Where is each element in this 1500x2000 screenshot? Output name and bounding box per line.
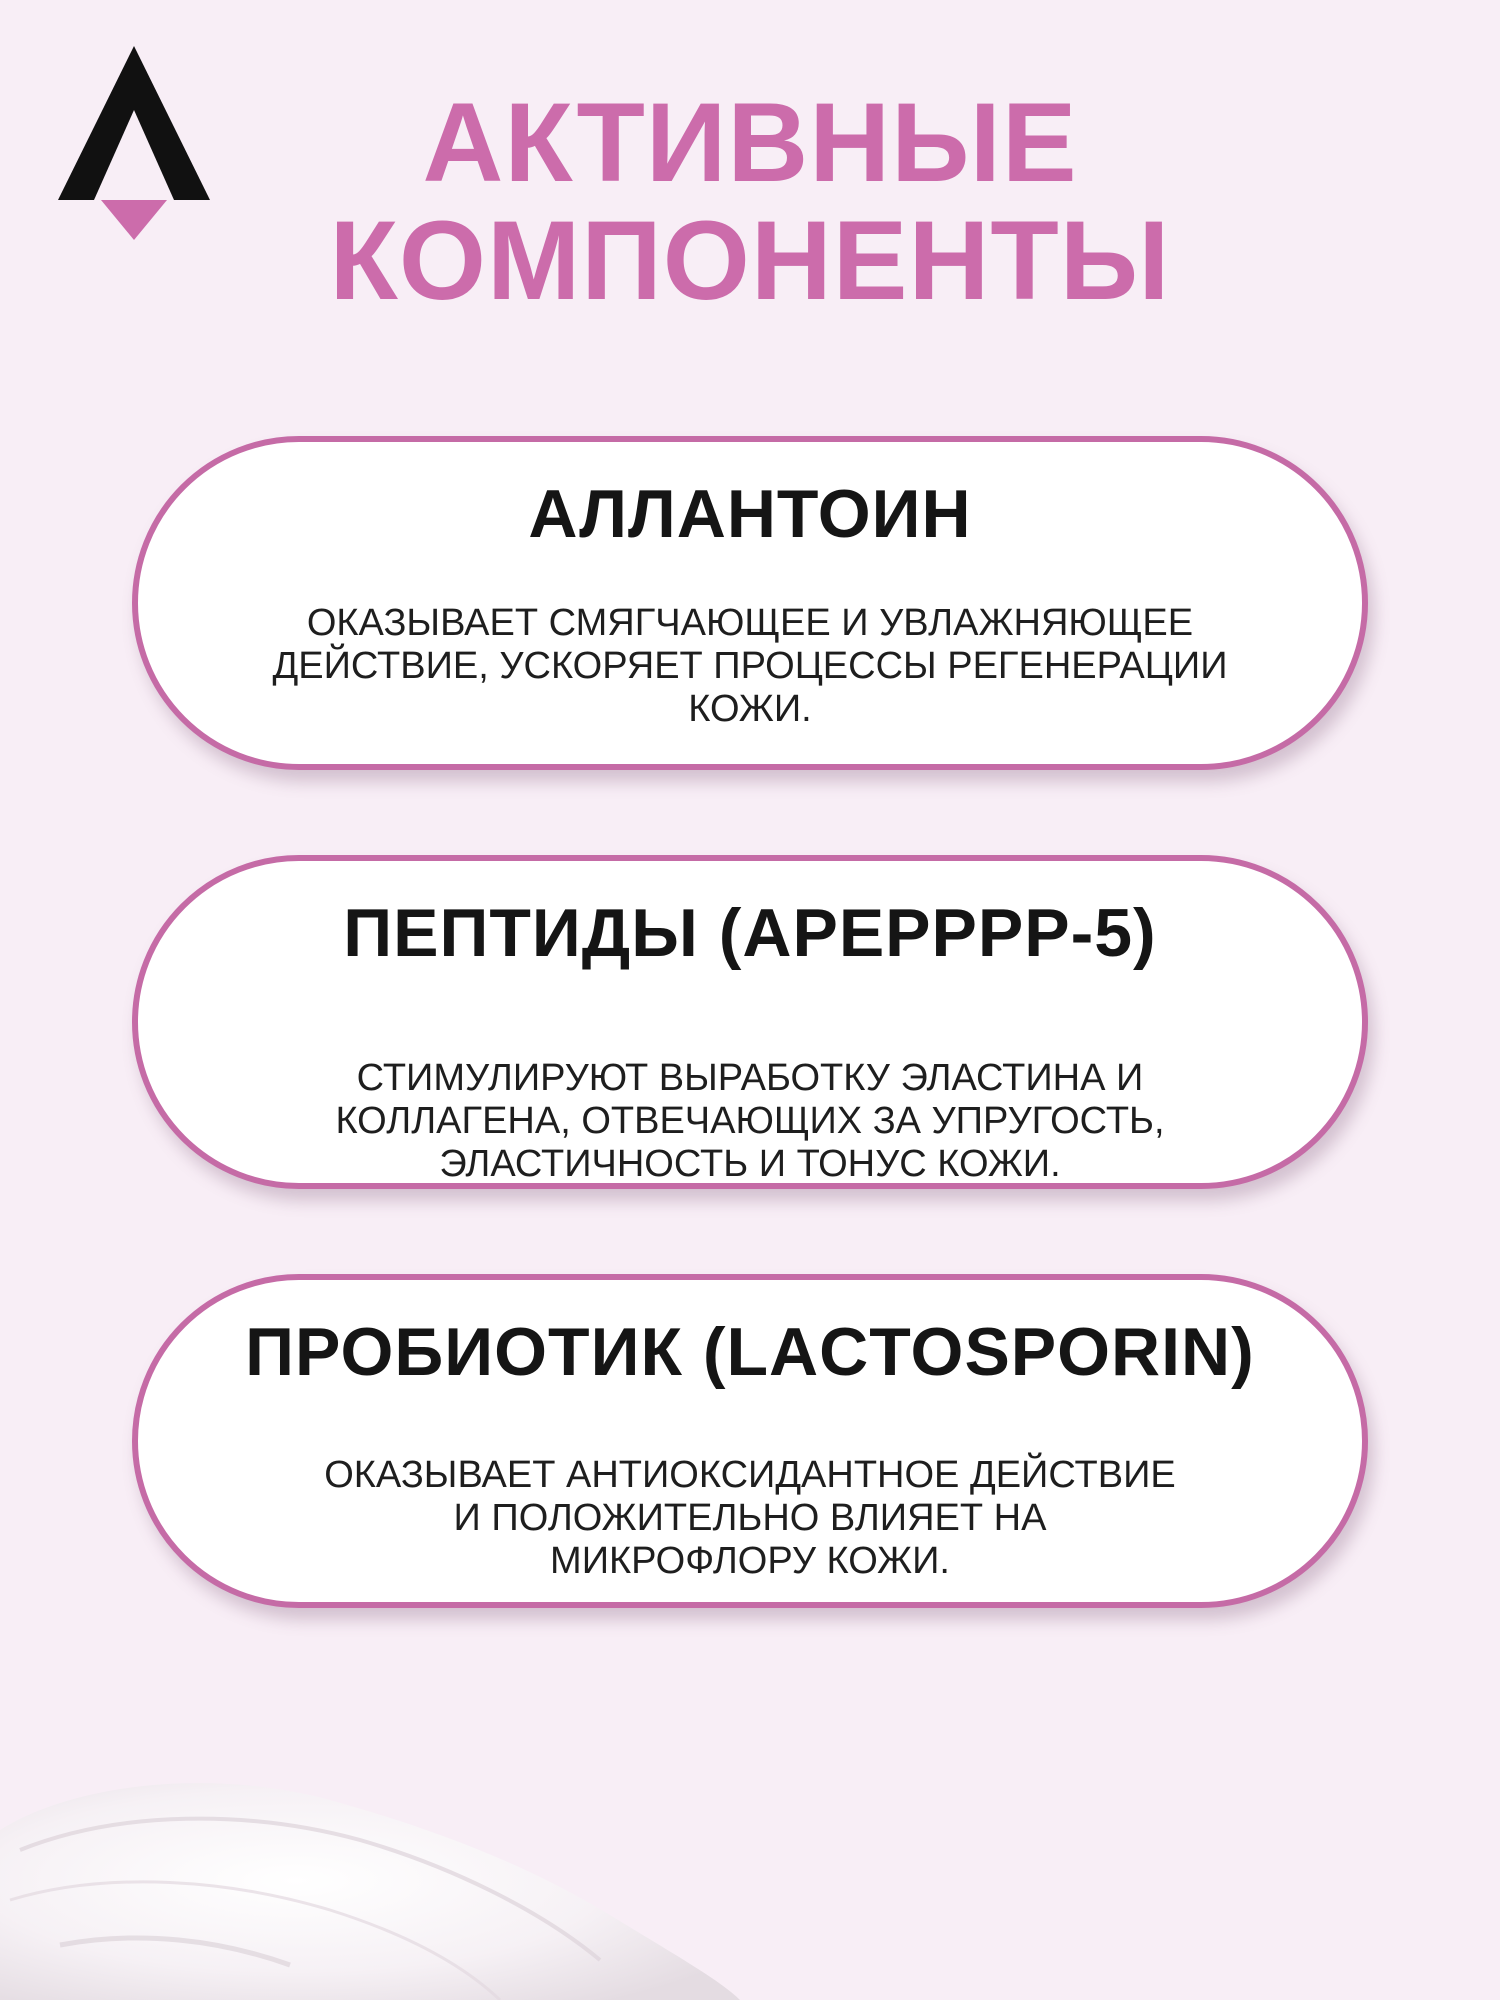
card-title: ПЕПТИДЫ (APEPPPP-5) [343,895,1157,971]
triangle-logo-icon [56,44,212,244]
card-description-line: ДЕЙСТВИЕ, УСКОРЯЕТ ПРОЦЕССЫ РЕГЕНЕРАЦИИ [272,645,1228,687]
card-description [268,1454,1232,1583]
card-title: АЛЛАНТОИН [528,476,972,552]
page-title-line-1: АКТИВНЫЕ [422,80,1078,205]
page-title [230,80,1270,323]
ingredient-card-peptides [132,855,1368,1189]
card-title: ПРОБИОТИК (LACTOSPORIN) [245,1314,1255,1390]
card-description-line: ОКАЗЫВАЕТ АНТИОКСИДАНТНОЕ ДЕЙСТВИЕ [324,1454,1176,1496]
card-description-line: ЭЛАСТИЧНОСТЬ И ТОНУС КОЖИ. [439,1143,1061,1185]
ingredient-card-allantoin [132,436,1368,770]
card-description-line: ОКАЗЫВАЕТ СМЯГЧАЮЩЕЕ И УВЛАЖНЯЮЩЕЕ [306,602,1194,644]
card-description [268,1057,1232,1186]
ingredient-card-probiotic [132,1274,1368,1608]
page-title-line-2: КОМПОНЕНТЫ [329,198,1171,323]
card-description-line: СТИМУЛИРУЮТ ВЫРАБОТКУ ЭЛАСТИНА И [356,1057,1144,1099]
card-description-line: И ПОЛОЖИТЕЛЬНО ВЛИЯЕТ НА [453,1497,1047,1539]
card-description-line: МИКРОФЛОРУ КОЖИ. [550,1540,950,1582]
card-description [268,602,1232,731]
card-description-line: КОЖИ. [688,688,812,730]
card-description-line: КОЛЛАГЕНА, ОТВЕЧАЮЩИХ ЗА УПРУГОСТЬ, [335,1100,1165,1142]
cream-smear-icon [0,1740,760,2000]
